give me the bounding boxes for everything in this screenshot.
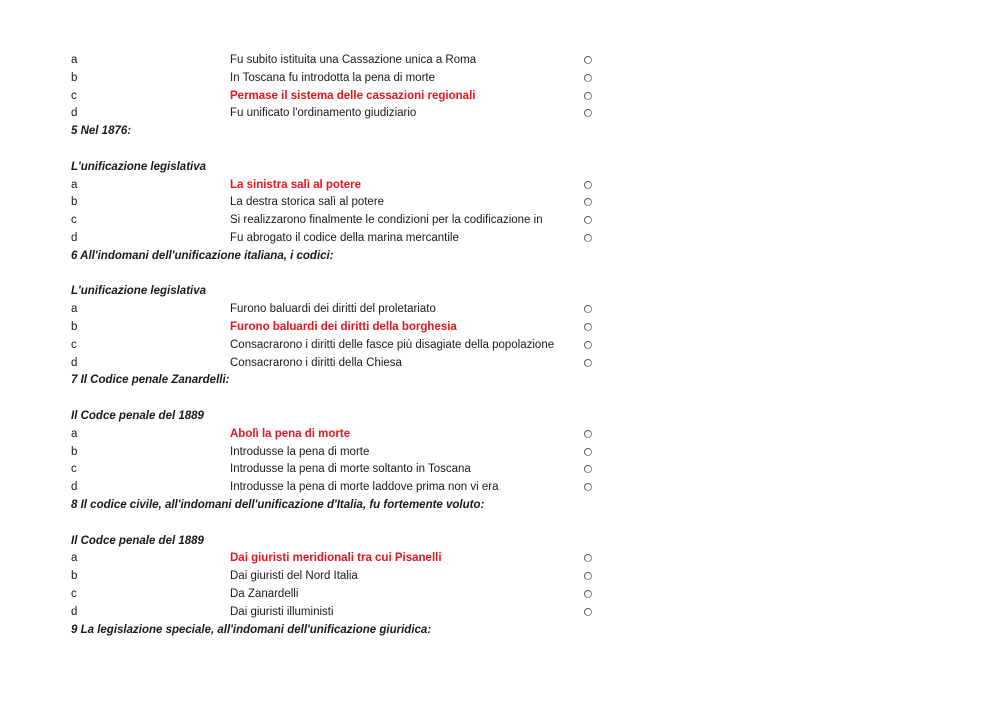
- answer-radio-button[interactable]: [584, 465, 592, 473]
- answer-text: Introdusse la pena di morte laddove prima non vi era: [230, 481, 499, 494]
- answer-text: In Toscana fu introdotta la pena di morte: [230, 71, 436, 84]
- topic-title: Il Codce penale del 1889: [71, 534, 204, 547]
- correct-answer-text: Dai giuristi meridionali tra cui Pisanelli: [230, 552, 442, 565]
- question-title: 9 La legislazione speciale, all'indomani dell'unificazione giuridica:: [71, 623, 432, 636]
- topic-title: L'unificazione legislativa: [71, 285, 207, 298]
- answer-radio-button[interactable]: [584, 181, 592, 189]
- answer-row: [0, 52, 1000, 70]
- topic-row: [0, 283, 1000, 301]
- question-row: [0, 622, 1000, 640]
- answer-row: [0, 212, 1000, 230]
- answer-text: Da Zanardelli: [230, 587, 299, 600]
- answer-text: Fu unificato l'ordinamento giudiziario: [230, 107, 417, 120]
- correct-answer-text: La sinistra salì al potere: [230, 178, 362, 191]
- answer-radio-button[interactable]: [584, 74, 592, 82]
- answer-radio-button[interactable]: [584, 92, 592, 100]
- question-title: 5 Nel 1876:: [71, 125, 132, 138]
- answer-radio-button[interactable]: [584, 341, 592, 349]
- question-row: [0, 497, 1000, 515]
- answer-row: [0, 355, 1000, 373]
- answer-text: Furono baluardi dei diritti del proletariato: [230, 303, 436, 316]
- answer-row: [0, 426, 1000, 444]
- answer-row: [0, 177, 1000, 195]
- answer-radio-button[interactable]: [584, 216, 592, 224]
- question-row: [0, 123, 1000, 141]
- answer-radio-button[interactable]: [584, 448, 592, 456]
- answer-letter: d: [71, 356, 78, 369]
- answer-radio-button[interactable]: [584, 572, 592, 580]
- answer-row: [0, 550, 1000, 568]
- answer-radio-button[interactable]: [584, 109, 592, 117]
- answer-text: La destra storica salì al potere: [230, 196, 385, 209]
- topic-row: [0, 159, 1000, 177]
- question-row: [0, 248, 1000, 266]
- answer-letter: c: [71, 338, 77, 351]
- answer-letter: b: [71, 196, 78, 209]
- answer-letter: d: [71, 481, 78, 494]
- answer-row: [0, 88, 1000, 106]
- correct-answer-text: Abolì la pena di morte: [230, 427, 351, 440]
- answer-radio-button[interactable]: [584, 234, 592, 242]
- answer-letter: b: [71, 445, 78, 458]
- answer-row: [0, 319, 1000, 337]
- answer-row: [0, 461, 1000, 479]
- answer-letter: d: [71, 231, 78, 244]
- answer-row: [0, 586, 1000, 604]
- answer-radio-button[interactable]: [584, 323, 592, 331]
- answer-letter: a: [71, 178, 78, 191]
- answer-row: [0, 70, 1000, 88]
- topic-row: [0, 408, 1000, 426]
- answer-text: Fu subito istituita una Cassazione unica a Roma: [230, 54, 477, 66]
- answer-letter: b: [71, 71, 78, 84]
- answer-radio-button[interactable]: [584, 590, 592, 598]
- answer-row: [0, 194, 1000, 212]
- answer-letter: a: [71, 552, 78, 565]
- answer-row: [0, 105, 1000, 123]
- answer-row: [0, 230, 1000, 248]
- answer-letter: b: [71, 320, 78, 333]
- spacer: [0, 515, 1000, 533]
- spacer: [0, 266, 1000, 284]
- answer-text: Consacrarono i diritti delle fasce più disagiate della popolazione: [230, 338, 555, 351]
- answer-letter: d: [71, 605, 78, 618]
- answer-letter: b: [71, 570, 78, 583]
- question-title: 6 All'indomani dell'unificazione italiana, i codici:: [71, 249, 334, 262]
- answer-row: [0, 337, 1000, 355]
- answer-radio-button[interactable]: [584, 554, 592, 562]
- answer-letter: a: [71, 54, 78, 66]
- answer-radio-button[interactable]: [584, 359, 592, 367]
- answer-row: [0, 479, 1000, 497]
- answer-radio-button[interactable]: [584, 608, 592, 616]
- answer-text: Consacrarono i diritti della Chiesa: [230, 356, 402, 369]
- answer-radio-button[interactable]: [584, 56, 592, 64]
- answer-radio-button[interactable]: [584, 198, 592, 206]
- answer-text: Dai giuristi illuministi: [230, 605, 334, 618]
- topic-title: L'unificazione legislativa: [71, 160, 207, 173]
- answer-letter: c: [71, 587, 77, 600]
- answer-text: Introdusse la pena di morte: [230, 445, 370, 458]
- answer-letter: c: [71, 463, 77, 476]
- correct-answer-text: Permase il sistema delle cassazioni regionali: [230, 89, 476, 102]
- answer-row: [0, 568, 1000, 586]
- correct-answer-text: Furono baluardi dei diritti della borghesia: [230, 320, 457, 333]
- answer-letter: d: [71, 107, 78, 120]
- quiz-page: [0, 52, 1000, 639]
- answer-text: Introdusse la pena di morte soltanto in Toscana: [230, 463, 471, 476]
- answer-row: [0, 604, 1000, 622]
- topic-row: [0, 533, 1000, 551]
- answer-row: [0, 444, 1000, 462]
- answer-letter: c: [71, 89, 77, 102]
- answer-radio-button[interactable]: [584, 483, 592, 491]
- question-title: 8 Il codice civile, all'indomani dell'unificazione d'Italia, fu fortemente voluto:: [71, 498, 485, 511]
- question-row: [0, 372, 1000, 390]
- answer-row: [0, 301, 1000, 319]
- answer-letter: a: [71, 303, 78, 316]
- answer-text: Dai giuristi del Nord Italia: [230, 570, 358, 583]
- spacer: [0, 390, 1000, 408]
- answer-radio-button[interactable]: [584, 305, 592, 313]
- answer-text: Fu abrogato il codice della marina mercantile: [230, 231, 459, 244]
- answer-letter: a: [71, 427, 78, 440]
- spacer: [0, 141, 1000, 159]
- answer-text: Si realizzarono finalmente le condizioni per la codificazione in: [230, 214, 543, 227]
- answer-radio-button[interactable]: [584, 430, 592, 438]
- question-title: 7 Il Codice penale Zanardelli:: [71, 374, 230, 387]
- answer-letter: c: [71, 214, 77, 227]
- topic-title: Il Codce penale del 1889: [71, 409, 204, 422]
